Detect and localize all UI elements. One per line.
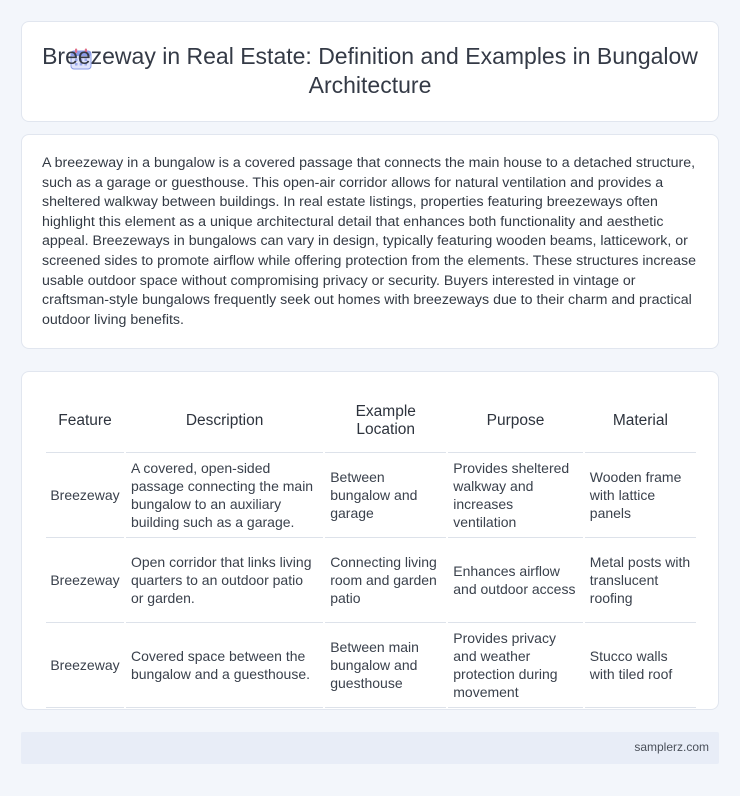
cell-description: Open corridor that links living quarters to an outdoor patio or garden. <box>126 538 323 623</box>
table-header-row <box>46 390 696 453</box>
cell-material: Metal posts with translucent roofing <box>585 538 696 623</box>
cell-description: A covered, open-sided passage connecting the main bungalow to an auxiliary building such as a garage. <box>126 453 323 538</box>
cell-material: Stucco walls with tiled roof <box>585 623 696 708</box>
header-feature: Feature <box>46 390 124 453</box>
cell-location: Between bungalow and garage <box>325 453 446 538</box>
cell-material: Wooden frame with lattice panels <box>585 453 696 538</box>
intro-paragraph: A breezeway in a bungalow is a covered passage that connects the main house to a detached structure, such as a garage or guesthouse. This open-air corridor allows for natural ventilation and provides a sheltered walkway between buildings. In real estate listings, properties featuring breezeways often highlight this element as a unique architectural detail that enhances both functionality and aesthetic appeal. Breezeways in bungalows can vary in design, typically featuring wooden beams, latticework, or screened sides to promote airflow while offering protection from the elements. These structures increase usable outdoor space without compromising privacy or security. Buyers interested in vintage or craftsman-style bungalows frequently seek out homes with breezeways due to their charm and practical outdoor living benefits. <box>42 155 696 328</box>
header-material: Material <box>585 390 696 453</box>
cell-feature: Breezeway <box>46 453 124 538</box>
cell-purpose: Provides privacy and weather protection during movement <box>448 623 583 708</box>
cell-location: Between main bungalow and guesthouse <box>325 623 446 708</box>
cell-purpose: Provides sheltered walkway and increases ventilation <box>448 453 583 538</box>
cell-purpose: Enhances airflow and outdoor access <box>448 538 583 623</box>
table-row <box>46 538 696 623</box>
page-title: Breezeway in Real Estate: Definition and Examples in Bungalow Architecture <box>42 43 698 98</box>
breezeway-table <box>44 390 698 708</box>
header-purpose: Purpose <box>448 390 583 453</box>
cell-feature: Breezeway <box>46 623 124 708</box>
table-card <box>21 371 719 710</box>
table-row <box>46 453 696 538</box>
table-row <box>46 623 696 708</box>
cell-description: Covered space between the bungalow and a guesthouse. <box>126 623 323 708</box>
header-description: Description <box>126 390 323 453</box>
footer-site-link[interactable]: samplerz.com <box>634 740 709 754</box>
cell-location: Connecting living room and garden patio <box>325 538 446 623</box>
title-card <box>21 21 719 122</box>
header-location: Example Location <box>325 390 446 453</box>
footer-bar <box>21 732 719 764</box>
cell-feature: Breezeway <box>46 538 124 623</box>
intro-card <box>21 134 719 349</box>
